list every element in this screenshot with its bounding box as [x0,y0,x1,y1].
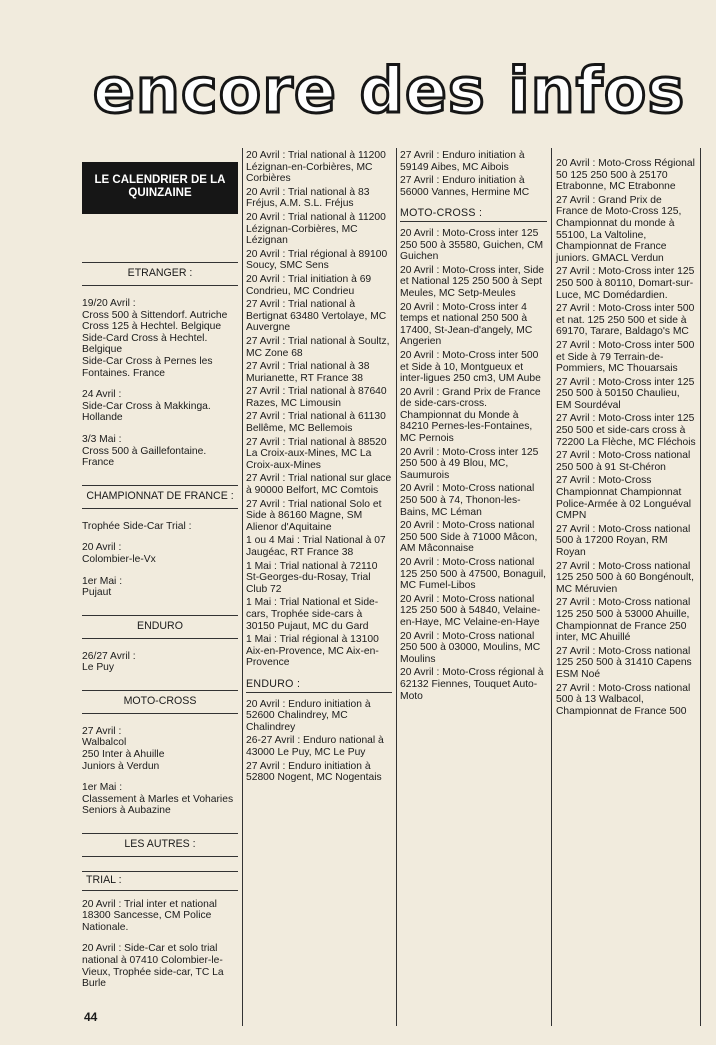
column-rule [700,148,701,1026]
list-item: Trophée Side-Car Trial : [82,520,192,532]
event-entry: 27 Avril : Trial national Solo et Side à 86160 Magne, SM Alienor d'Aquitaine [246,498,385,533]
list-item: 20 Avril : Colombier-le-Vx [82,542,156,565]
list-item: 1er Mai : Classement à Marles et Voharies Seniors à Aubazine [82,782,234,817]
event-entry: 27 Avril : Moto-Cross inter 125 250 500 à 50150 Chaulieu, EM Sourdéval [556,376,698,411]
event-entry: 27 Avril : Moto-Cross inter 125 250 500 et side-cars cross à 72200 La Flèche, MC Fléchois [556,413,698,448]
event-entry: 20 Avril : Moto-Cross national 125 250 500 à 54840, Velaine-en-Haye, MC Velaine-en-Haye [400,593,541,628]
event-entry: 26-27 Avril : Enduro national à 43000 Le Puy, MC Le Puy [246,735,387,758]
list-item: 1er Mai : Pujaut [82,575,123,599]
event-entry: 20 Avril : Trial initiation à 69 Condrieu, MC Condrieu [246,273,375,297]
event-entry: 20 Avril : Moto-Cross inter 125 250 500 à 35580, Guichen, CM Guichen [400,227,546,263]
event-entry: 27 Avril : Trial national à Soultz, MC Zone 68 [246,335,393,359]
list-item: 20 Avril : Side-Car et solo trial national à 07410 Colombier-le-Vieux, Trophée side-car, TC La Burle [82,943,227,990]
event-entry: 27 Avril : Moto-Cross inter 500 et nat. 125 250 500 et side à 69170, Tarare, Baldago's MC [556,303,698,338]
event-entry: 1 Mai : Trial régional à 13100 Aix-en-Provence, MC Aix-en-Provence [246,634,382,669]
event-entry: 27 Avril : Moto-Cross national 500 à 13 Walbacol, Championnat de France 500 [556,682,694,717]
listing-column-3 [400,150,547,704]
event-entry: 20 Avril : Moto-Cross inter 125 250 500 à 49 Blou, MC, Saumurois [400,446,542,481]
event-entry: 27 Avril : Grand Prix de France de Moto-Cross 125, Championnat du monde à 55100, La Valtoline, Championnat de France juniors. GMACL Verdun [556,194,685,264]
event-entry: 27 Avril : Moto-Cross national 125 250 500 à 53000 Ahuille, Championnat de France 250 inter, MC Ahuillé [556,597,694,644]
event-entry: 20 Avril : Moto-Cross national 125 250 500 à 47500, Bonaguil, MC Fumel-Libos [400,557,549,592]
title-graphic [74,62,704,126]
section-title-championnat: CHAMPIONNAT DE FRANCE : [82,485,238,509]
event-entry: 20 Avril : Moto-Cross national 250 500 à 74, Thonon-les-Bains, MC Léman [400,483,538,518]
list-item: 26/27 Avril : Le Puy [82,650,136,674]
event-entry: 20 Avril : Moto-Cross inter 500 et Side à 10, Montgueux et inter-ligues 250 cm3, UM Aube [400,349,542,385]
sidebar-heading: LE CALENDRIER DE LA QUINZAINE [82,162,238,214]
list-item: 24 Avril : Side-Car Cross à Makkinga. Hollande [82,389,211,424]
event-entry: 20 Avril : Enduro initiation à 52600 Chalindrey, MC Chalindrey [246,698,374,733]
event-entry: 1 Mai : Trial National et Side-cars, Trophée side-cars à 30150 Pujaut, MC du Gard [246,597,379,632]
event-entry: 27 Avril : Trial national à Bertignat 63480 Vertolaye, MC Auvergne [246,299,389,334]
list-item: 19/20 Avril : Cross 500 à Sittendorf. Autriche Cross 125 à Hechtel. Belgique Side-Card Cross à Hechtel. Belgique Side-Car Cross à Pernes les Fontaines. France [82,298,228,379]
event-entry: 27 Avril : Moto-Cross national 125 250 500 à 60 Bongénoult, MC Méruvien [556,560,697,595]
event-entry: 20 Avril : Trial régional à 89100 Soucy, SMC Sens [246,248,391,272]
column-rule [396,148,397,1026]
page-number: 44 [84,1010,98,1024]
section-title-enduro: ENDURO [82,615,238,639]
column-rule [551,148,552,1026]
event-entry: 20 Avril : Trial national à 11200 Lézignan-Corbières, MC Lézignan [246,211,389,247]
section-title-enduro: ENDURO : [246,679,392,693]
event-entry: 20 Avril : Grand Prix de France de side-cars-cross. Championnat du Monde à 84210 Pernes-les-Fontaines, MC Pernois [400,386,544,445]
calendar-sidebar [82,162,238,1000]
list-item: 3/3 Mai : Cross 500 à Gaillefontaine. France [82,433,207,469]
event-entry: 27 Avril : Moto-Cross inter 125 250 500 à 80110, Domart-sur-Luce, MC Domédardien. [556,266,698,301]
event-entry: 27 Avril : Moto-Cross national 500 à 17200 Royan, RM Royan [556,523,694,558]
event-entry: 27 Avril : Trial national à 87640 Razes, MC Limousin [246,386,390,409]
list-item: 20 Avril : Trial inter et national 18300 Sancesse, CM Police Nationale. [82,898,220,933]
event-entry: 27 Avril : Moto-Cross inter 500 et Side à 79 Terrain-de-Pommiers, MC Thouarsais [556,339,698,375]
event-entry: 1 Mai : Trial national à 72110 St-Georges-du-Rosay, Trial Club 72 [246,560,381,595]
section-title-trial: TRIAL : [82,871,238,891]
event-entry: 20 Avril : Moto-Cross national 250 500 à 03000, Moulins, MC Moulins [400,630,544,665]
event-entry: 20 Avril : Trial national à 11200 Lézignan-en-Corbières, MC Corbières [246,150,389,185]
event-entry: 27 Avril : Trial national à 38 Murianette, RT France 38 [246,361,373,384]
event-entry: 27 Avril : Moto-Cross Championnat Championnat Police-Armée à 02 Longuéval CMPN [556,475,694,522]
list-item: 27 Avril : Walbalcol 250 Inter à Ahuille Juniors à Verdun [82,725,165,772]
event-entry: 27 Avril : Moto-Cross national 250 500 à 91 St-Chéron [556,450,694,473]
column-rule [242,148,243,1026]
listing-column-2 [246,150,395,786]
section-title-motocross: MOTO-CROSS [82,690,238,714]
event-entry: 27 Avril : Trial national à 88520 La Croix-aux-Mines, MC La Croix-aux-Mines [246,436,390,471]
event-entry: 20 Avril : Moto-Cross inter, Side et National 125 250 500 à Sept Meules, MC Setp-Meules [400,264,547,299]
event-entry: 27 Avril : Trial national à 61130 Bellême, MC Bellemois [246,411,389,435]
event-entry: 27 Avril : Enduro initiation à 52800 Nogent, MC Nogentais [246,760,382,784]
section-title-motocross: MOTO-CROSS : [400,208,547,222]
event-entry: 1 ou 4 Mai : Trial National à 07 Jaugéac, RT France 38 [246,535,389,558]
section-title-autres: LES AUTRES : [82,833,238,857]
event-entry: 27 Avril : Moto-Cross national 125 250 500 à 31410 Capens ESM Noé [556,645,695,680]
section-title-etranger: ETRANGER : [82,262,238,286]
page-title-banner [74,62,704,126]
event-entry: 20 Avril : Moto-Cross Régional 50 125 250 500 à 25170 Etrabonne, MC Etrabonne [556,158,698,193]
event-entry: 20 Avril : Moto-Cross national 250 500 Side à 71000 Mâcon, AM Mâconnaise [400,520,540,555]
page-title: encore des infos [92,62,686,126]
event-entry: 27 Avril : Trial national sur glace à 90000 Belfort, MC Comtois [246,473,395,497]
event-entry: 20 Avril : Trial national à 83 Fréjus, A.M. S.L. Fréjus [246,186,373,210]
listing-column-4 [556,158,696,719]
event-entry: 20 Avril : Moto-Cross régional à 62132 Fiennes, Touquet Auto-Moto [400,667,547,702]
event-entry: 20 Avril : Moto-Cross inter 4 temps et national 250 500 à 17400, St-Jean-d'angely, MC Angerien [400,301,535,348]
event-entry: 27 Avril : Enduro initiation à 56000 Vannes, Hermine MC [400,175,530,198]
event-entry: 27 Avril : Enduro initiation à 59149 Aibes, MC Aibois [400,150,528,173]
